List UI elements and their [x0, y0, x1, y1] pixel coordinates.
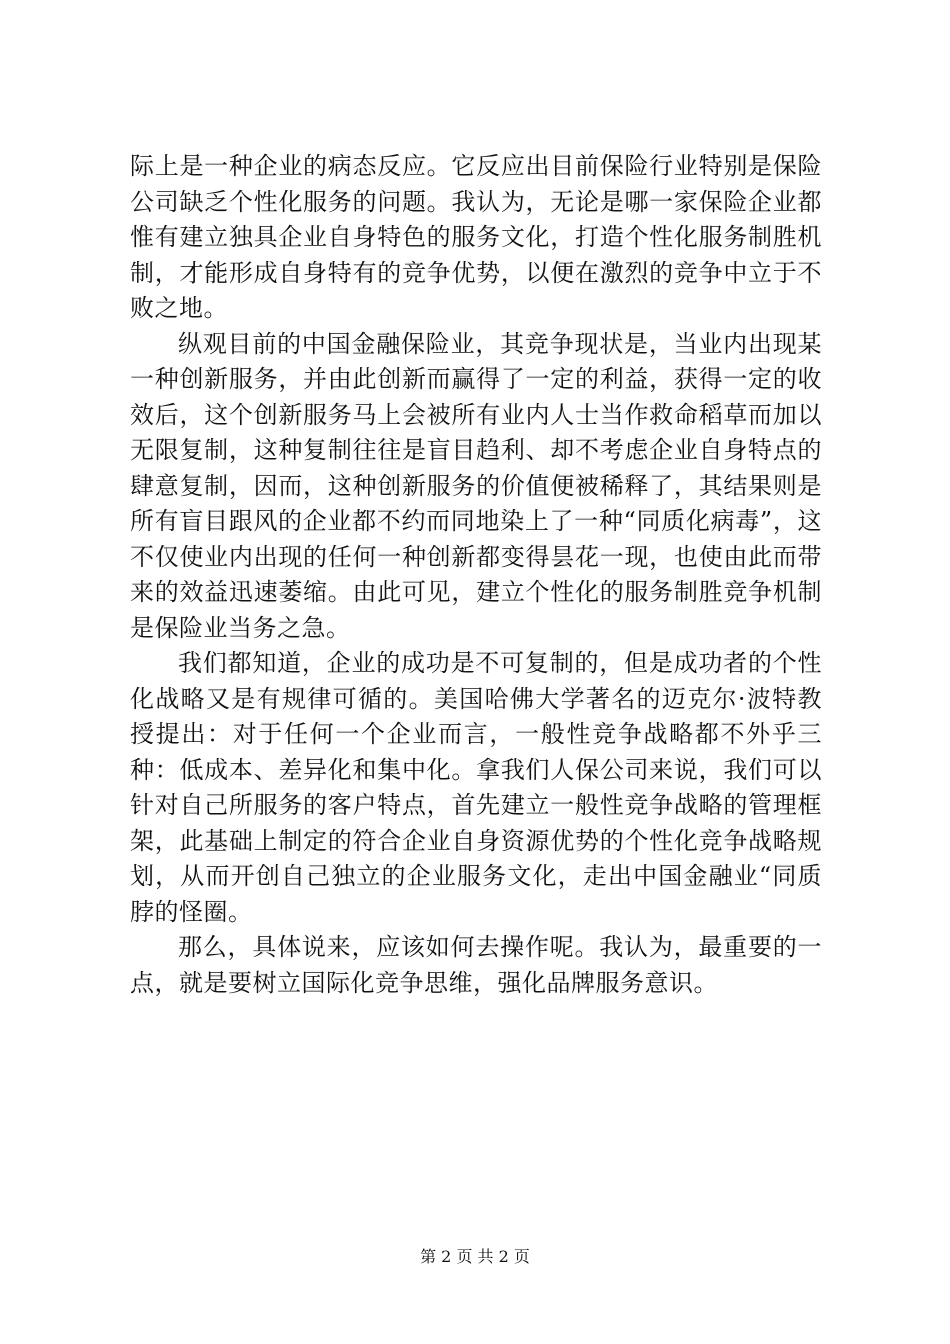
page-footer: 第 2 页 共 2 页 — [420, 1247, 530, 1266]
paragraph-conclusion: 那么，具体说来，应该如何去操作呢。我认为，最重要的一点，就是要树立国际化竞争思维，强化品牌服务意识。 — [130, 933, 822, 997]
paragraph-competition-status: 纵观目前的中国金融保险业，其竞争现状是，当业内出现某一种创新服务，并由此创新而赢得了一定的利益，获得一定的收效后，这个创新服务马上会被所有业内人士当作救命稻草而加以无限复制，这种复制往往是盲目趋利、却不考虑企业自身特点的肆意复制，因而，这种创新服务的价值便被稀释了，其结果则是所有盲目跟风的企业都不约而同地染上了一种“同质化病毒”，这不仅使业内出现的任何一种创新都变得昙花一现，也使由此而带来的效益迅速萎缩。由此可见，建立个性化的服务制胜竞争机制是保险业当务之急。 — [130, 329, 822, 642]
paragraph-continuation: 际上是一种企业的病态反应。它反应出目前保险行业特别是保险公司缺乏个性化服务的问题。我认为，无论是哪一家保险企业都惟有建立独具企业自身特色的服务文化，打造个性化服务制胜机制，才能形成自身特有的竞争优势，以便在激烈的竞争中立于不败之地。 — [130, 152, 822, 322]
paragraph-strategy: 我们都知道，企业的成功是不可复制的，但是成功者的个性化战略又是有规律可循的。美国哈佛大学著名的迈克尔·波特教授提出：对于任何一个企业而言，一般性竞争战略都不外乎三种：低成本、差异化和集中化。拿我们人保公司来说，我们可以针对自己所服务的客户特点，首先建立一般性竞争战略的管理框架，此基础上制定的符合企业自身资源优势的个性化竞争战略规划，从而开创自己独立的企业服务文化，走出中国金融业“同质脖的怪圈。 — [130, 649, 822, 926]
document-body — [130, 149, 822, 1001]
